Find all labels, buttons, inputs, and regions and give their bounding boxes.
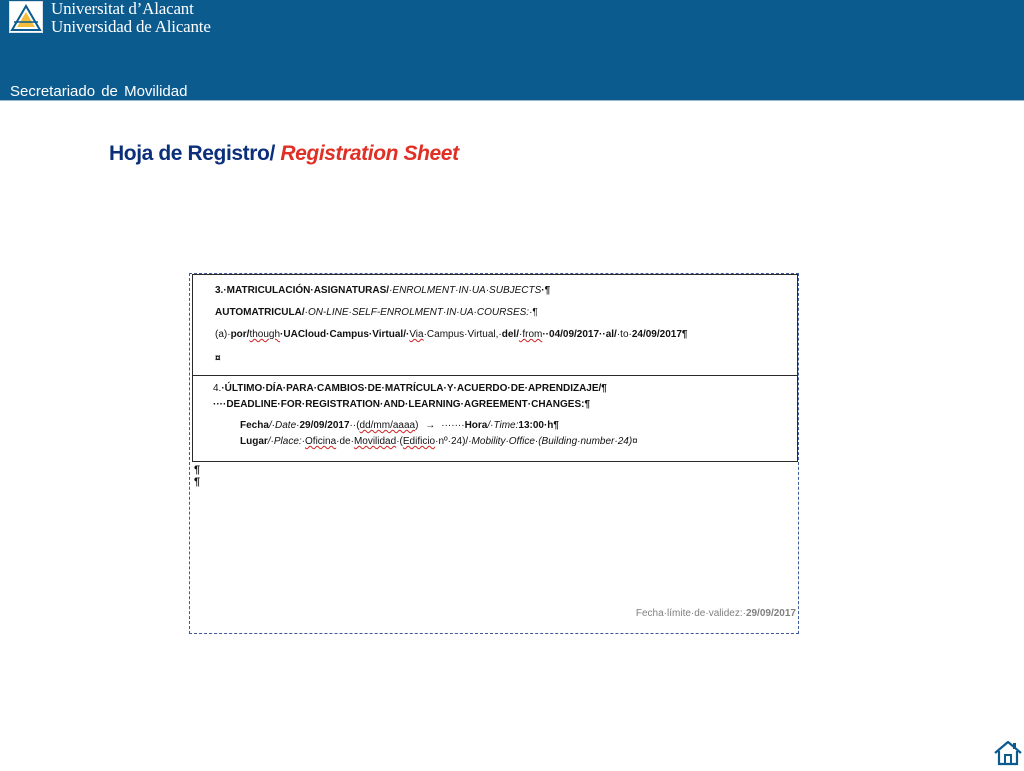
section4-subheading: ····DEADLINE·FOR·REGISTRATION·AND·LEARNING·AGREEMENT·CHANGES:¶: [213, 399, 591, 410]
paragraph-mark: ¶: [194, 464, 201, 476]
cell-end-marker-2: ¤: [632, 436, 638, 447]
line-a-campus: ·Campus·Virtual,·: [423, 329, 502, 340]
header-divider: [0, 100, 1024, 101]
paragraph-mark: ¶: [194, 476, 201, 488]
tab-dots: ·······: [441, 420, 465, 431]
fecha-label: Fecha: [240, 420, 269, 431]
deadline-place-line: [240, 436, 638, 448]
deadline-date: 29/09/2017: [299, 420, 350, 431]
university-name-spanish: Universidad de Alicante: [51, 17, 211, 36]
tab-arrow-icon: →: [425, 420, 436, 431]
department-name: Secretariado de Movilidad: [10, 83, 188, 100]
line-a-prefix: (a)·: [215, 329, 231, 340]
place-label: /·Place:·: [267, 436, 306, 447]
place-paren-open: ·(: [396, 436, 403, 447]
line-a-from: ·from: [519, 329, 543, 340]
validity-note: [636, 608, 796, 620]
validity-date: 29/09/2017: [745, 608, 796, 619]
date-format-open: ··(: [349, 420, 360, 431]
lugar-label: Lugar: [240, 436, 268, 447]
page-title-main: Hoja de Registro/: [109, 142, 281, 165]
automatricula-end: ·¶: [529, 307, 538, 318]
line-a-via: Via: [409, 329, 424, 340]
university-logo-icon: [9, 1, 43, 33]
deadline-time: 13:00·h¶: [518, 420, 559, 431]
line-a-al: al/: [605, 329, 617, 340]
time-label: /·Time:: [487, 420, 519, 431]
date-format: dd/mm/aaaa: [359, 420, 416, 431]
page-title-alt: Registration Sheet: [280, 142, 459, 165]
place-oficina: Oficina: [305, 436, 337, 447]
section3-heading-end: ·¶: [541, 285, 551, 296]
hora-label: Hora: [464, 420, 488, 431]
automatricula-bold: AUTOMATRICULA/: [215, 307, 305, 318]
place-de: ·de·: [336, 436, 354, 447]
line-a-platform: ·UACloud·Campus·Virtual/·: [280, 329, 410, 340]
section3-heading-italic: ·ENROLMENT·IN·UA·SUBJECTS: [389, 285, 542, 296]
cell-end-marker: ¤: [215, 353, 221, 364]
place-movilidad: Movilidad: [353, 436, 397, 447]
document-snapshot: [189, 273, 799, 634]
home-icon[interactable]: [993, 740, 1023, 766]
line-a-end-date: 24/09/2017¶: [631, 329, 688, 340]
deadline-date-line: [240, 420, 559, 432]
line-a-start-date: ··04/09/2017··: [542, 329, 606, 340]
place-building-number: ·nº·24)/: [435, 436, 469, 447]
line-a-por: por/: [230, 329, 250, 340]
section4-heading-bold: ·ÚLTIMO·DÍA·PARA·CAMBIOS·DE·MATRÍCULA·Y·ACUERDO·DE·APRENDIZAJE/¶: [221, 383, 607, 394]
header-band: [0, 0, 1024, 101]
automatricula-line: [215, 307, 538, 319]
document-table: [192, 274, 798, 462]
enrolment-dates-line: [215, 329, 687, 341]
line-a-to: ·to·: [616, 329, 632, 340]
automatricula-italic: ·ON-LINE·SELF-ENROLMENT·IN·UA·COURSES:: [304, 307, 530, 318]
section3-heading-bold: 3.·MATRICULACIÓN·ASIGNATURAS/: [215, 285, 390, 296]
line-a-del: del/: [501, 329, 519, 340]
section4-heading: [213, 383, 607, 395]
section4-number: 4.: [213, 383, 222, 394]
place-edificio: Edificio: [402, 436, 436, 447]
date-format-close: ): [415, 420, 419, 431]
validity-label: Fecha·límite·de·validez:·: [635, 608, 746, 619]
university-name-valencian: Universitat d’Alacant: [51, 0, 194, 18]
section3-heading: [215, 285, 550, 297]
table-row-divider: [193, 375, 797, 376]
date-label: /·Date·: [268, 420, 300, 431]
place-english: ·Mobility·Office·(Building·number·24): [468, 436, 633, 447]
page-title: [109, 141, 459, 167]
line-a-though: though: [249, 329, 281, 340]
